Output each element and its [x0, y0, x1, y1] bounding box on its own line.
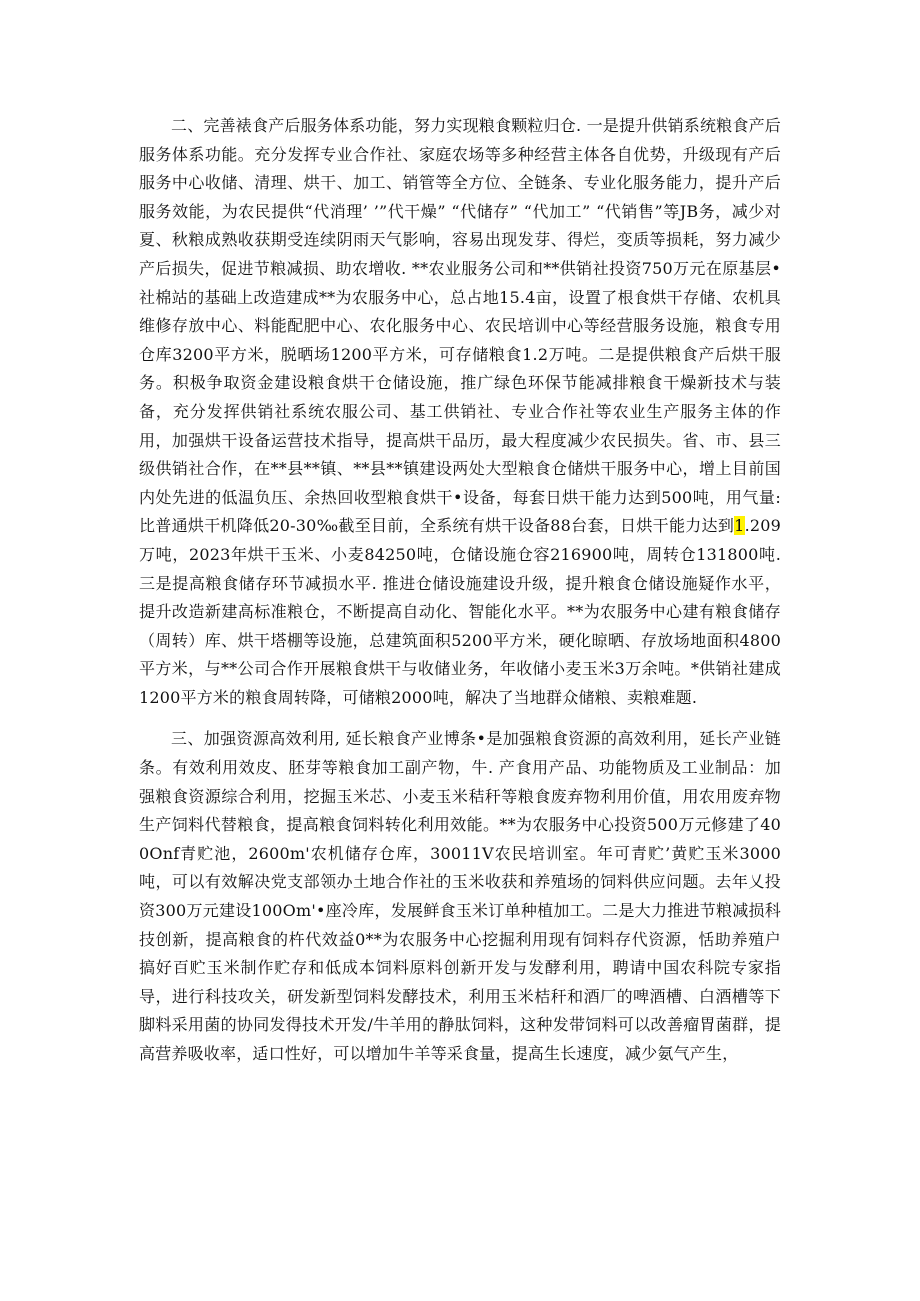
- paragraph-text: 三、加强资源高效利用, 延长粮食产业博条•是加强粮食资源的高效利用，延长产业链条。有效利用效皮、胚芽等粮食加工副产物，牛. 产食用产品、功能物质及工业制品：加强粮食资源综合利用，挖掘玉米芯、小麦玉米秸秆等粮食废弃物利用价值，用农用废弃物生产饲料代替粮食，提高粮食饲料转化利用效能。**为农服务中心投资500万元修建了400Onf青贮池，2600m'农机储存仓库，30011V农民培训室。年可青贮’黄贮玉米3000吨，可以有效解决党支部领办土地合作社的玉米收获和养殖场的饲料供应问题。去年乂投资300万元建设100Om'•座冷库，发展鲜食玉米订单种植加工。二是大力推进节粮减损科技创新，提高粮食的杵代效益0**为农服务中心挖掘利用现有饲料存代资源，恬助养殖户搞好百贮玉米制作贮存和低成本饲料原料创新开发与发酵利用，聘请中国农科院专家指导，进行科技攻关，研发新型饲料发酵技术，利用玉米桔秆和酒厂的啤酒槽、白酒槽等下脚料采用菌的协同发得技术开发/牛羊用的静肽饲料，这种发带饲料可以改善瘤胃菌群，提高营养吸收率，适口性好，可以增加牛羊等采食量，提高生长速度，减少氨气产生，: [139, 729, 781, 1063]
- paragraph-text: 二、完善裱食产后服务体系功能，努力实现粮食颗粒归仓. 一是提升供销系统粮食产后服务体系功能。充分发挥专业合作社、家庭农场等多种经营主体各自优势，升级现有产后服务中心收储、清理、烘干、加工、销管等全方位、全链条、专业化服务能力，提升产后服务效能，为农民提供“代消理’ ’”代干燥” “代储存” “代加工” “代销售”等JB务，减少对夏、秋粮成熟收获期受连续阴雨天气影响，容易出现发芽、得烂，变质等损耗，努力减少产后损失，促进节粮减损、助农增收. **农业服务公司和**供销社投资750万元在原基层•社棉站的基础上改造建成**为农服务中心，总占地15.4亩，设置了根食烘干存储、农机具维修存放中心、料能配肥中心、农化服务中心、农民培训中心等经营服务设施，粮食专用仓库3200平方米，脱晒场1200平方米，可存储粮食1.2万吨。二是提供粮食产后烘干服务。积极争取资金建设粮食烘干仓储设施，推广绿色环保节能减排粮食干燥新技术与装备，充分发挥供销社系统农服公司、基工供销社、专业合作社等农业生产服务主体的作用，加强烘干设备运营技术指导，提高烘干品历，最大程度减少农民损失。省、市、县三级供销社合作，在**县**镇、**县**镇建设两处大型粮食仓储烘干服务中心，增上目前国内处先进的低温负压、余热回收型粮食烘干•设备，每套日烘干能力达到500吨，用气量:比普通烘干机降低20-30‰截至目前，全系统有烘干设备88台套，日烘干能力达到: [139, 116, 781, 536]
- paragraph-text: .209万吨，2023年烘干玉米、小麦84250吨，仓储设施仓容216900吨，周转仓131800吨. 三是提高粮食储存环节减损水平. 推进仓储设施建设升级，提升粮食仓储设施疑作水平，提升改造新建高标准粮仓，不断提高自动化、智能化水平。**为农服务中心建有粮食储存（周转）库、烘干塔棚等设施，总建筑面积5200平方米，硬化晾晒、存放场地面积4800平方米，与**公司合作开展粮食烘干与收储业务，年收储小麦玉米3万余吨。*供销社建成1200平方米的粮食周转降，可储粮2000吨，解决了当地群众储粮、卖粮难题.: [139, 516, 781, 707]
- document-page: [139, 112, 781, 1069]
- paragraph-section-three: [139, 725, 781, 1068]
- paragraph-section-two: [139, 112, 781, 712]
- highlighted-text: 1: [734, 516, 745, 536]
